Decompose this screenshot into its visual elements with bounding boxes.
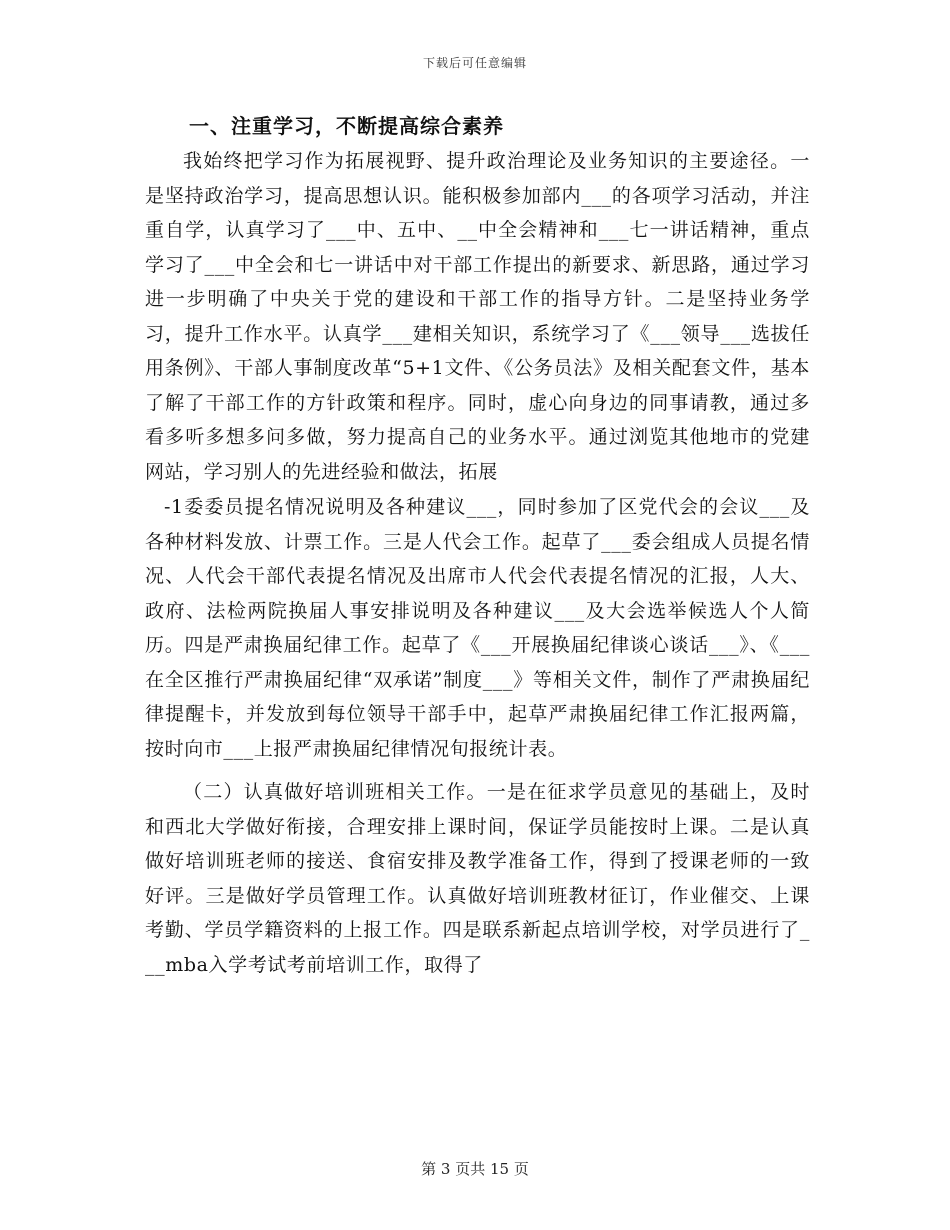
page-number-footer: 第 3 页共 15 页 <box>421 1160 529 1178</box>
section-heading: 一、注重学习，不断提高综合素养 <box>189 114 504 138</box>
paragraph-election-work: -1委委员提名情况说明及各种建议___，同时参加了区党代会的会议___及各种材料发放、计票工作。三是人代会工作。起草了___委会组成人员提名情况、人代会干部代表提名情况及出席市人代会代表提名情况的汇报，人大、政府、法检两院换届人事安排说明及各种建议___及大会选举候选人个人简历。四是严肃换届纪律工作。起草了《___开展换届纪律谈心谈话___》、《___在全区推行严肃换届纪律“双承诺”制度___》等相关文件，制作了严肃换届纪律提醒卡，并发放到每位领导干部手中，起草严肃换届纪律工作汇报两篇，按时向市___上报严肃换届纪律情况旬报统计表。 <box>145 496 810 760</box>
paragraph-study: 我始终把学习作为拓展视野、提升政治理论及业务知识的主要途径。一是坚持政治学习，提高思想认识。能积极参加部内___的各项学习活动，并注重自学，认真学习了___中、五中、__中全会精神和___七一讲话精神，重点学习了___中全会和七一讲话中对干部工作提出的新要求、新思路，通过学习进一步明确了中央关于党的建设和干部工作的指导方针。二是坚持业务学习，提升工作水平。认真学___建相关知识，系统学习了《___领导___选拔任用条例》、干部人事制度改革“5+1文件、《公务员法》及相关配套文件，基本了解了干部工作的方针政策和程序。同时，虚心向身边的同事请教，通过多看多听多想多问多做，努力提高自己的业务水平。通过浏览其他地市的党建网站，学习别人的先进经验和做法，拓展 <box>145 150 810 483</box>
paragraph-training: （二）认真做好培训班相关工作。一是在征求学员意见的基础上，及时和西北大学做好衔接，合理安排上课时间，保证学员能按时上课。二是认真做好培训班老师的接送、食宿安排及教学准备工作，得到了授课老师的一致好评。三是做好学员管理工作。认真做好培训班教材征订，作业催交、上课考勤、学员学籍资料的上报工作。四是联系新起点培训学校，对学员进行了___mba入学考试考前培训工作，取得了 <box>145 781 810 976</box>
document-body <box>145 108 810 982</box>
page-header-note: 下载后可任意编辑 <box>422 56 527 70</box>
